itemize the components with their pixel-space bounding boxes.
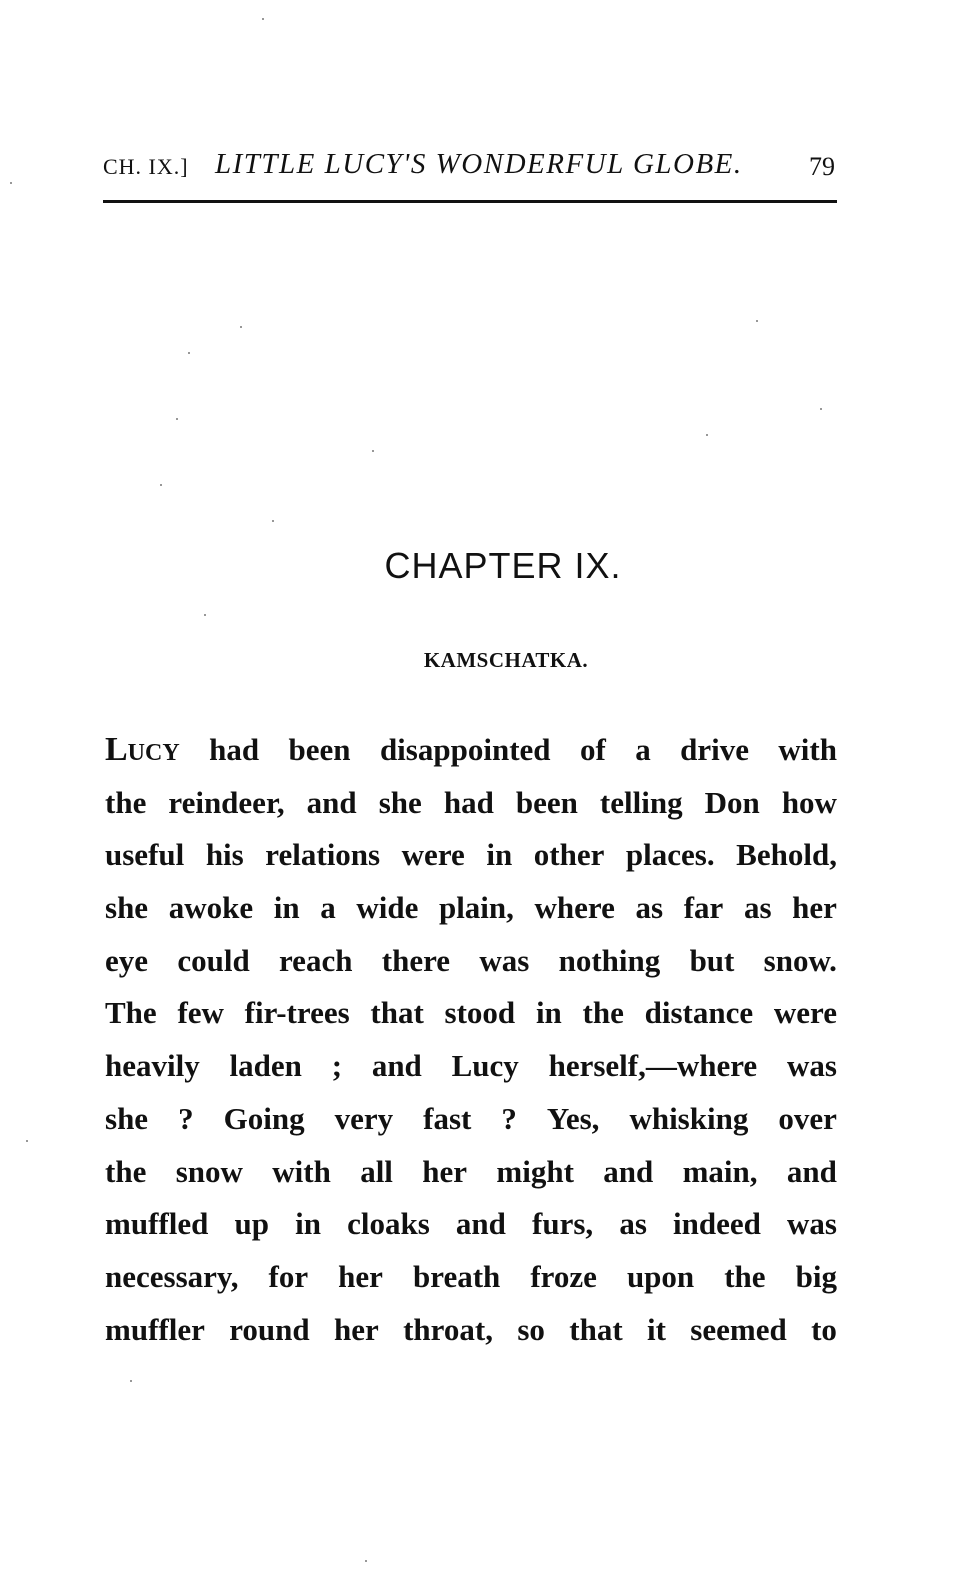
text-line: muffler round her throat, so that it seemed to: [105, 1311, 837, 1347]
text-line: useful his relations were in other places. Behold,: [105, 837, 837, 873]
chapter-heading: CHAPTER IX.: [384, 545, 622, 586]
page-number: 79: [809, 152, 835, 181]
text-line: necessary, for her breath froze upon the big: [105, 1258, 837, 1294]
book-title: LITTLE LUCY'S WONDERFUL GLOBE.: [215, 148, 743, 180]
text-line: Lucy had been disappointed of a drive with: [105, 731, 837, 768]
chapter-reference: CH. IX.]: [103, 154, 189, 179]
text-line: the snow with all her might and main, and: [105, 1153, 837, 1189]
header-rule: [103, 200, 837, 203]
text-line: muffled up in cloaks and furs, as indeed was: [105, 1206, 837, 1242]
text-line: heavily laden ; and Lucy herself,—where was: [105, 1048, 837, 1084]
text-line: she awoke in a wide plain, where as far as her: [105, 890, 837, 926]
text-line: the reindeer, and she had been telling Don how: [105, 784, 837, 820]
running-header: [103, 146, 837, 186]
body-text: [105, 724, 837, 1356]
text-line: The few fir-trees that stood in the distance were: [105, 995, 837, 1031]
text-line: eye could reach there was nothing but snow.: [105, 942, 837, 978]
chapter-subtitle: KAMSCHATKA.: [423, 648, 589, 672]
text-line: she ? Going very fast ? Yes, whisking over: [105, 1100, 837, 1136]
